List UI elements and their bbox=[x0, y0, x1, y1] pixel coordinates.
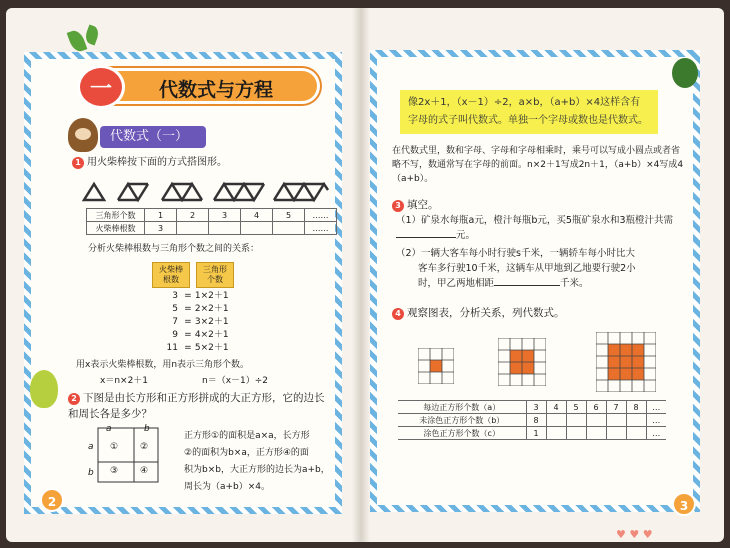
chapter-title: 代数式与方程 bbox=[159, 79, 274, 101]
q4-table bbox=[398, 400, 666, 440]
table-label: 每边正方形个数（a） bbox=[398, 401, 526, 414]
explain-line: 积为b×b，大正方形的边长为a+b， bbox=[184, 465, 330, 475]
answer-cell[interactable] bbox=[586, 414, 606, 427]
equation-row bbox=[160, 342, 270, 355]
q1-summary: 用x表示火柴棒根数，用n表示三角形个数。 bbox=[76, 360, 250, 370]
question-4 bbox=[392, 306, 565, 320]
eq-sign: = bbox=[184, 291, 192, 301]
page-number-left: 2 bbox=[40, 488, 64, 512]
table-cell: … bbox=[646, 414, 666, 427]
table-cell: …… bbox=[305, 209, 337, 222]
answer-cell[interactable] bbox=[626, 427, 646, 440]
eq-right: 2×2＋1 bbox=[194, 304, 229, 314]
table-cell: 5 bbox=[566, 401, 586, 414]
eq-sign: = bbox=[184, 304, 192, 314]
equation-row bbox=[160, 316, 270, 329]
question-1-text: 用火柴棒按下面的方式搭图形。 bbox=[87, 157, 227, 168]
eq-right: 1×2＋1 bbox=[194, 291, 229, 301]
chapter-number: 一 bbox=[77, 65, 125, 109]
q1-table bbox=[86, 208, 337, 235]
item-2-line bbox=[396, 276, 688, 291]
question-3-title: 填空。 bbox=[407, 199, 439, 211]
matchstick-triangles bbox=[80, 180, 330, 204]
hearts-decoration: ♥ ♥ ♥ bbox=[616, 528, 653, 541]
chapter-banner bbox=[80, 68, 320, 104]
table-label: 未涂色正方形个数（b） bbox=[398, 414, 526, 427]
table-cell: 4 bbox=[546, 401, 566, 414]
section-title: 代数式（一） bbox=[100, 126, 206, 148]
table-cell: … bbox=[646, 427, 666, 440]
table-cell: 3 bbox=[209, 209, 241, 222]
q2-explanation bbox=[184, 428, 330, 496]
q1-analysis: 分析火柴棒根数与三角形个数之间的关系： bbox=[88, 244, 260, 254]
item-1-text: （1）矿泉水每瓶a元，橙汁每瓶b元，买5瓶矿泉水和3瓶橙汁共需 bbox=[396, 215, 673, 226]
table-cell bbox=[209, 222, 241, 235]
region-4: ④ bbox=[140, 466, 149, 476]
eq-right: 5×2＋1 bbox=[194, 343, 229, 353]
table-cell: 6 bbox=[586, 401, 606, 414]
item-2-line: （2）一辆大客车每小时行驶s千米，一辆轿车每小时比大 bbox=[396, 248, 635, 259]
question-2 bbox=[68, 390, 330, 422]
equation-row bbox=[160, 303, 270, 316]
table-cell bbox=[241, 222, 273, 235]
grid-figure-3 bbox=[418, 348, 454, 384]
eq-right: 4×2＋1 bbox=[194, 330, 229, 340]
bear-mascot-icon bbox=[68, 118, 98, 152]
table-cell: 4 bbox=[241, 209, 273, 222]
table-cell bbox=[273, 222, 305, 235]
table-cell: … bbox=[646, 401, 666, 414]
item-2-line: 客车多行驶10千米，这辆车从甲地到乙地要行驶2小 bbox=[418, 263, 636, 274]
eq-left: 9 bbox=[172, 330, 178, 340]
label-a: a bbox=[88, 442, 94, 452]
page-number-right: 3 bbox=[672, 492, 696, 516]
answer-cell[interactable] bbox=[546, 427, 566, 440]
table-cell: 3 bbox=[526, 401, 546, 414]
table-cell bbox=[177, 222, 209, 235]
equation-list bbox=[160, 290, 270, 355]
label-a: a bbox=[106, 424, 112, 434]
question-number: 1 bbox=[72, 157, 84, 169]
answer-cell[interactable] bbox=[626, 414, 646, 427]
header-triangles: 三角形个数 bbox=[196, 262, 234, 288]
table-cell: 8 bbox=[526, 414, 546, 427]
grid-figure-4 bbox=[498, 338, 546, 386]
answer-cell[interactable] bbox=[546, 414, 566, 427]
answer-cell[interactable] bbox=[606, 427, 626, 440]
eq-right: 3×2＋1 bbox=[194, 317, 229, 327]
table-cell: 3 bbox=[145, 222, 177, 235]
region-3: ③ bbox=[110, 466, 119, 476]
formula-n: n＝（x－1）÷2 bbox=[202, 376, 269, 386]
item-2-text: 时，甲乙两地相距 bbox=[418, 278, 495, 289]
question-3 bbox=[392, 198, 439, 212]
table-cell: 2 bbox=[177, 209, 209, 222]
table-cell: 8 bbox=[626, 401, 646, 414]
eq-sign: = bbox=[184, 330, 192, 340]
eq-sign: = bbox=[184, 317, 192, 327]
formula-x: x＝n×2＋1 bbox=[100, 376, 149, 386]
pear-icon bbox=[30, 370, 58, 408]
eq-left: 5 bbox=[172, 304, 178, 314]
label-b: b bbox=[144, 424, 150, 434]
equation-row bbox=[160, 290, 270, 303]
table-label: 涂色正方形个数（c） bbox=[398, 427, 526, 440]
definition-box: 像2x＋1，（x－1）÷2，a×b，（a+b）×4这样含有字母的式子叫代数式。单独一个字母或数也是代数式。 bbox=[400, 90, 658, 134]
q3-item-2 bbox=[396, 246, 688, 291]
question-1 bbox=[72, 156, 227, 170]
explain-line: 周长为（a+b）×4。 bbox=[184, 482, 271, 492]
table-cell: …… bbox=[305, 222, 337, 235]
region-2: ② bbox=[140, 442, 149, 452]
answer-blank[interactable] bbox=[396, 228, 456, 238]
table-cell: 7 bbox=[606, 401, 626, 414]
answer-cell[interactable] bbox=[566, 427, 586, 440]
table-label: 火柴棒根数 bbox=[87, 222, 145, 235]
table-cell: 5 bbox=[273, 209, 305, 222]
table-label: 三角形个数 bbox=[87, 209, 145, 222]
unit: 元。 bbox=[456, 230, 476, 241]
question-number: 4 bbox=[392, 308, 404, 320]
equation-row bbox=[160, 329, 270, 342]
question-2-text: 下图是由长方形和正方形拼成的大正方形，它的边长和周长各是多少？ bbox=[68, 392, 325, 420]
square-diagram bbox=[86, 424, 170, 495]
answer-cell[interactable] bbox=[586, 427, 606, 440]
eq-left: 11 bbox=[166, 343, 178, 353]
grid-figure-5 bbox=[596, 332, 656, 392]
answer-blank[interactable] bbox=[494, 276, 560, 286]
question-number: 2 bbox=[68, 393, 80, 405]
header-matchsticks: 火柴棒根数 bbox=[152, 262, 190, 288]
eq-left: 7 bbox=[172, 317, 178, 327]
region-1: ① bbox=[110, 442, 119, 452]
eq-left: 3 bbox=[172, 291, 178, 301]
answer-cell[interactable] bbox=[566, 414, 586, 427]
watermelon-icon bbox=[672, 58, 698, 88]
explain-line: ②的面积为b×a，正方形④的面 bbox=[184, 448, 309, 458]
table-cell: 1 bbox=[145, 209, 177, 222]
note-paragraph: 在代数式里，数和字母、字母和字母相乘时，乘号可以写成小圆点或者省略不写，数通常写在字母的前面。n×2＋1写成2n＋1，（a+b）×4写成4（a+b）。 bbox=[392, 146, 684, 184]
label-b: b bbox=[88, 468, 94, 478]
table-cell: 1 bbox=[526, 427, 546, 440]
unit: 千米。 bbox=[560, 278, 589, 289]
q3-item-1 bbox=[396, 214, 686, 243]
explain-line: 正方形①的面积是a×a，长方形 bbox=[184, 431, 310, 441]
answer-cell[interactable] bbox=[606, 414, 626, 427]
question-number: 3 bbox=[392, 200, 404, 212]
question-4-title: 观察图表，分析关系，列代数式。 bbox=[407, 307, 565, 319]
eq-sign: = bbox=[184, 343, 192, 353]
book-gutter bbox=[352, 8, 370, 542]
